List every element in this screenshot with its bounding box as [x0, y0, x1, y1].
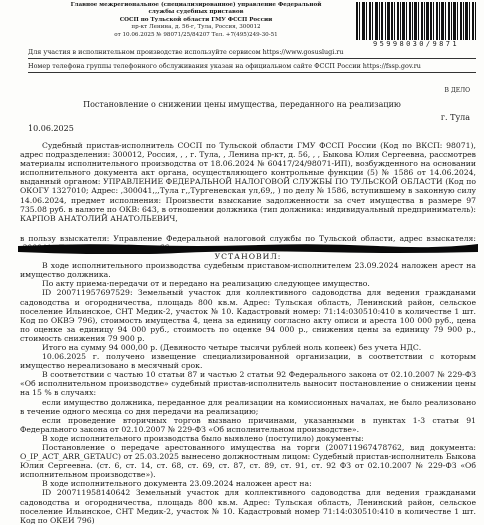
paragraph-transfer: По акту приема-передачи от и передано на реализацию следующее имущество. — [42, 279, 370, 289]
divider-bottom — [28, 72, 476, 73]
paragraph-law: В соответствии с частью 10 статьи 87 и частью 2 статьи 92 Федерального закона от 02.10.2007 № 229-ФЗ «Об исполнительном производстве» судебный пристав-исполнитель выносит постановление о снижении цены на 15 % в случаях: — [20, 370, 476, 398]
barcode-number: 95998030/9871 — [373, 40, 459, 48]
header-line-3: СОСП по Тульской области ГМУ ФССП России — [119, 16, 273, 23]
paragraph-property-2: ID 200711958140642 Земельный участок для коллективного садоводства для ведения гражданами садоводства и огородничества, площадь 800 кв.м. Адрес: Тульская область, Ленинский район, сельское поселение Ильинское, СНТ Медик-2, участок № 10. Кадастровый номер 71:14:030510:410 в количестве 1 шт. Код по ОКЕИ 796) — [20, 488, 476, 525]
issuer-header — [46, 2, 346, 39]
paragraph-case-1: если имущество должника, переданное для реализации на комиссионных началах, не было реализовано в течение одного месяца со дня передачи на реализацию; — [20, 397, 476, 416]
document-city: г. Тула — [440, 113, 470, 122]
paragraph-property: ID 200711957697529: Земельный участок для коллективного садоводства для ведения гражданами садоводства и огородничества, площадь 800 кв.м. Адрес: Тульская область, Ленинский район, сельское поселение Ильинское, СНТ Медик-2, участок № 10. Кадастровый номер: 71:14:030510:410 в количестве 1 шт. Код по ОКВЭ 796), стоимость имущества 4, цена за единицу согласно акту описи и ареста 100 000 руб., цена по оценке за единицу 94 000 руб., стоимость по оценке 94 000 р., снижения цены за единицу 79 900 р., стоимость снижения 79 900 р. — [20, 288, 476, 343]
paragraph-arrest: В ходе исполнительного производства судебным приставом-исполнителем 23.09.2024 наложен арест на имущество должника. — [20, 261, 476, 280]
redaction-bar — [18, 242, 478, 254]
document-body — [20, 141, 476, 525]
paragraph-intro-end: в пользу взыскателя: Управление Федеральной налоговой службы по Тульской области, адрес взыскателя: — [20, 233, 476, 243]
document-date: 10.06.2025 — [28, 124, 74, 133]
header-line-1: Главное межрегиональное (специализированное) управление Федеральной — [70, 2, 322, 8]
paragraph-total: Итого на сумму 94 000,00 р. (Девяносто четыре тысячи рублей ноль копеек) без учета НДС. — [42, 342, 422, 352]
header-line-4: пр-кт Ленина, д. 56-г, Тула, Россия, 300012 — [131, 24, 261, 31]
gosuslugi-line: Для участия в исполнительном производстве используйте сервисом https://www.gosuslugi.ru — [28, 48, 344, 56]
ustanovil-heading: УСТАНОВИЛ: — [214, 252, 282, 262]
v-delo-stamp: В ДЕЛО — [444, 87, 470, 94]
paragraph-case-2: если проведение вторичных торгов вызвано причинами, указанными в пунктах 1-3 статьи 91 Федерального закона от 02.10.2007 № 229-ФЗ «Об исполнительном производстве». — [20, 415, 476, 434]
paragraph-documents: В ходе исполнительного производства было выявлено (поступило) документы: — [42, 433, 364, 443]
barcode — [356, 2, 476, 40]
paragraph-notice: 10.06.2025 г. получено извещение специализированной организации, в соответствии с которым имущество нереализовано в месячный срок. — [20, 352, 476, 371]
paragraph-intro: Судебный пристав-исполнитель СОСП по Тульской области ГМУ ФССП России (Код по ВКСП: 98071), адрес подразделения: 300012, Россия, , , г. Тула, , Ленина пр-кт, д. 56, , , Быкова Юлия Сергеевна, рассмотрев материалы исполнительного производства от 18.06.2024 № 60417/24/98071-ИП), возбужденного на основании исполнительного документа акт органа, осуществляющего контрольные функции (5) № 1586 от 14.06.2024, выданный органом: УПРАВЛЕНИЕ ФЕДЕРАЛЬНОЙ НАЛОГОВОЙ СЛУЖБЫ ПО ТУЛЬСКОЙ ОБЛАСТИ (Код по ОКОГУ 1327010; Адрес: ,300041,,,Тула г,,Тургеневская ул,69,, ) по делу № 1586, вступившему в законную силу 14.06.2024, предмет исполнения: Произвести взыскание задолженности за счет имущества в размере 97 735.08 руб. в валюте по ОКВ: 643, в отношении должника (тип должника: индивидуальный предприниматель): КАРПОВ АНАТОЛИЙ АНАТОЛЬЕВИЧ, — [20, 141, 476, 223]
header-line-2: службы судебных приставов — [148, 9, 244, 16]
document-title: Постановление о снижении цены имущества, переданного на реализацию — [83, 100, 401, 109]
phone-line: Номер телефона группы телефонного обслуживания указан на официальном сайте ФССП России https://fssp.gov.ru — [28, 62, 421, 70]
paragraph-auction: Постановление о передаче арестованного имущества на торги (200711967478762, вид документа: O_IP_ACT_ARR_GETAUC) от 25.03.2025 вынесено должностным лицом: Судебный пристав-исполнитель Быкова Юлия Сергеевна. (ст. 6, ст. 14, ст. 68, ст. 69, ст. 87, ст. 89, ст. 91, ст. 92 ФЗ от 02.10.2007 № 229-ФЗ «Об исполнительном производстве»). — [20, 443, 476, 480]
divider-top — [28, 58, 476, 59]
paragraph-arrest-2: В ходе исполнительного документа 23.09.2024 наложен арест на: — [42, 479, 312, 489]
header-line-5: от 10.06.2025 № 98071/25/84207 Тел. +7(495)249-30-51 — [114, 31, 278, 38]
